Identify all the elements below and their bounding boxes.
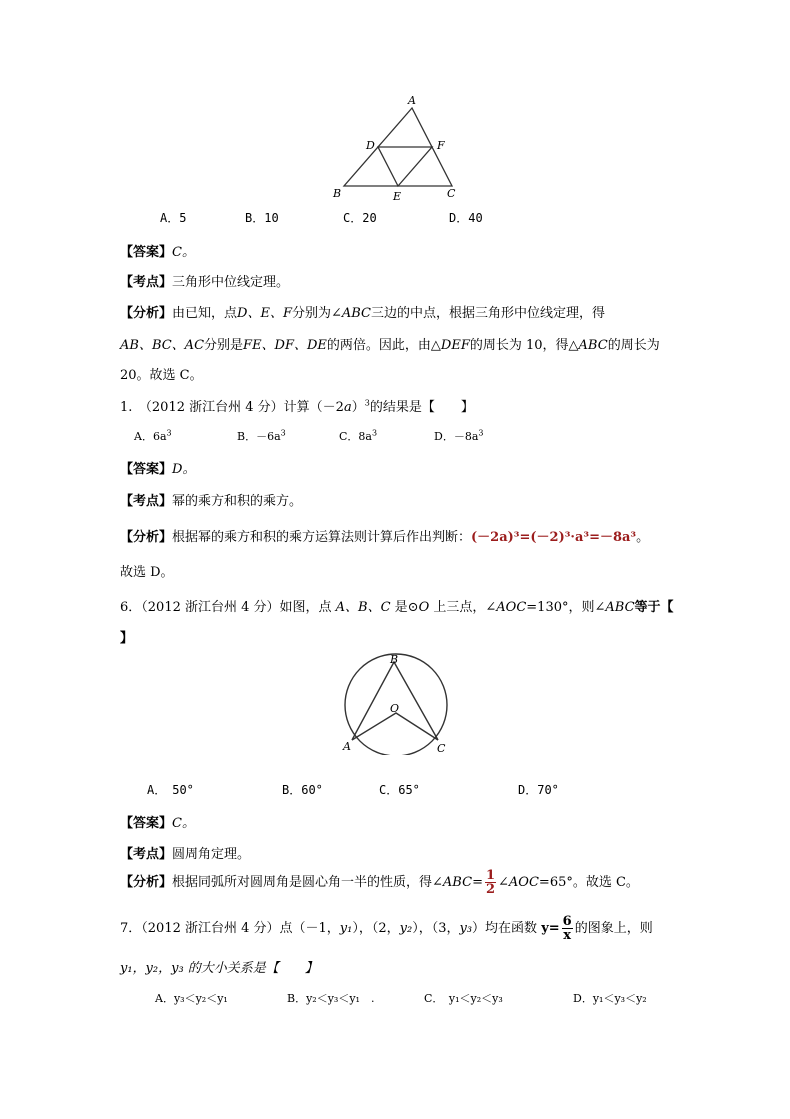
q6-option-a: A． 50° — [147, 783, 194, 797]
q1-stem: 1. （2012 浙江台州 4 分）计算$(-2a)^3$的结果是【 】 — [120, 398, 474, 415]
q7-option-c: C． y₁＜y₂＜y₃ — [424, 992, 503, 1005]
fenxi-line-1: 【分析】由已知，点D、E、F分别为∠ABC三边的中点，根据三角形中位线定理，得 — [120, 306, 606, 321]
tri-option-a: A．5 — [160, 211, 187, 225]
q6-option-b: B．60° — [282, 783, 323, 797]
q6-option-d: D．70° — [518, 783, 559, 797]
q1-answer-line: 【答案】D。 — [120, 462, 196, 477]
circle-figure — [335, 650, 460, 755]
q7-option-d: D．y₁＜y₃＜y₂ — [573, 992, 647, 1005]
func-fraction: $\frac{6}{x}$ — [562, 914, 572, 943]
fenxi-line-2: AB、BC、AC分别是FE、DF、DE的两倍。因此，由△DEF的周长为 10，得△ABC的周长为 — [120, 338, 660, 353]
label-O: O — [390, 702, 400, 715]
half-fraction: $\frac{1}{2}$ — [485, 868, 496, 897]
tri-option-d: D．40 — [449, 211, 483, 225]
q6-stem: 6．（2012 浙江台州 4 分）如图，点 A、B、C 是⊙O 上三点，∠AOC=130°，则∠ABC等于【 — [120, 600, 674, 615]
label-E: E — [393, 190, 402, 203]
q7-stem-line-2: y₁，y₂，y₃ 的大小关系是【 】 — [120, 961, 318, 976]
label-B: B — [333, 187, 342, 200]
q1-option-a: A．$6a^3$ — [134, 428, 172, 443]
label-A: A — [408, 94, 416, 107]
q1-kaodian-line: 【考点】幂的乘方和积的乘方。 — [120, 494, 303, 509]
q7-stem: 7．（2012 浙江台州 4 分）点（－1，y₁），（2，y₂），（3，y₃）均在函数 y= $\frac{6}{x}$ 的图象上，则 — [120, 914, 653, 943]
q1-conclusion: 故选 D。 — [120, 565, 174, 580]
label-A: A — [343, 740, 351, 753]
q6-answer-line: 【答案】C。 — [120, 816, 195, 831]
q1-fenxi-line: 【分析】根据幂的乘方和积的乘方运算法则计算后作出判断：(－2a)³=(－2)³·a³=－8a³。 — [120, 530, 650, 545]
q7-option-a: A．y₃＜y₂＜y₁ — [155, 992, 228, 1005]
triangle-figure — [330, 92, 470, 204]
label-C: C — [447, 187, 456, 200]
fenxi-line-3: 20。故选 C。 — [120, 368, 203, 383]
answer-line: 【答案】C。 — [120, 245, 195, 260]
q6-option-c: C．65° — [379, 783, 420, 797]
tri-option-c: C．20 — [343, 211, 377, 225]
q1-option-d: D．$-8a^3$ — [434, 428, 484, 443]
label-C: C — [437, 742, 446, 755]
q1-option-b: B．$-6a^3$ — [237, 428, 286, 443]
q1-option-c: C．$8a^3$ — [339, 428, 378, 443]
q1-formula: (－2a)³=(－2)³·a³=－8a³ — [471, 530, 637, 545]
label-D: D — [366, 139, 375, 152]
tri-option-b: B．10 — [245, 211, 279, 225]
label-F: F — [437, 139, 445, 152]
q7-option-b: B．y₂＜y₃＜y₁ . — [287, 992, 375, 1005]
q6-kaodian-line: 【考点】圆周角定理。 — [120, 847, 251, 862]
kaodian-line: 【考点】三角形中位线定理。 — [120, 275, 290, 290]
q6-fenxi-line: 【分析】根据同弧所对圆周角是圆心角一半的性质，得∠ABC= $\frac{1}{2}$ ∠AOC=65°。故选 C。 — [120, 868, 639, 897]
label-B: B — [390, 653, 399, 666]
q6-stem-bracket: 】 — [120, 631, 134, 646]
